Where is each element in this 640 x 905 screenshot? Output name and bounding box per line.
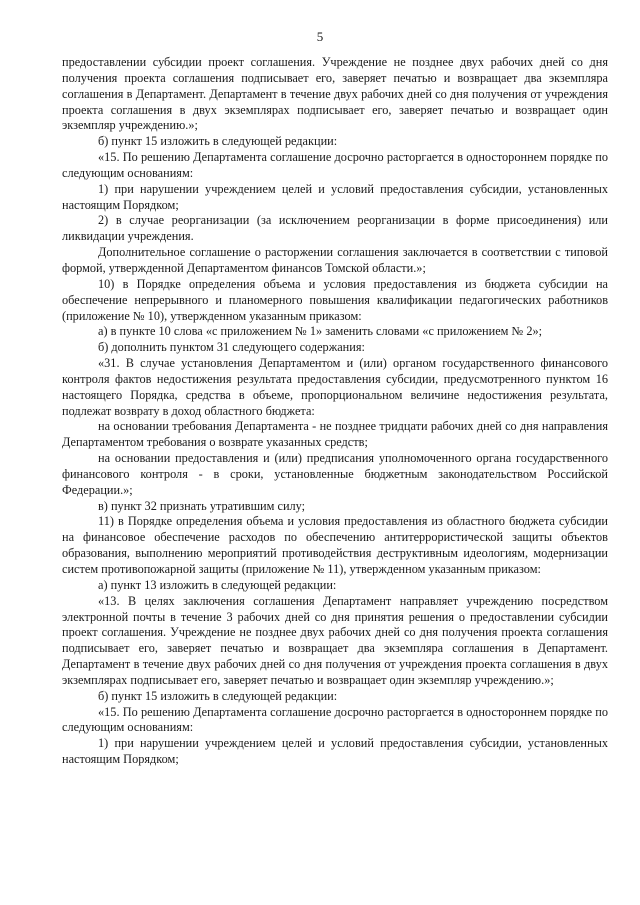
paragraph: «15. По решению Департамента соглашение досрочно расторгается в одностороннем порядке по следующим основаниям: [62, 150, 608, 180]
paragraph: 1) при нарушении учреждением целей и условий предоставления субсидии, установленных настоящим Порядком; [62, 181, 608, 212]
paragraph: 2) в случае реорганизации (за исключением реорганизации в форме присоединения) или ликвидации учреждения. [62, 213, 608, 244]
paragraph: 10) в Порядке определения объема и условия предоставления из бюджета субсидии на обеспечение непрерывного и планомерного повышения квалификации педагогических работников (приложение № 10), утвержденном указанным приказом: [62, 276, 608, 323]
paragraph: а) пункт 13 изложить в следующей редакции: [98, 577, 337, 592]
paragraph: б) пункт 15 изложить в следующей редакции: [98, 134, 338, 149]
paragraph: «15. По решению Департамента соглашение досрочно расторгается в одностороннем порядке по следующим основаниям: [62, 704, 608, 735]
paragraph: б) пункт 15 изложить в следующей редакции: [98, 688, 338, 703]
paragraph-continuation: предоставлении субсидии проект соглашения. Учреждение не позднее двух рабочих дней со дня получения проекта соглашения подписывает его, заверяет печатью и возвращает два экземпляра соглашения в Департамент. Департамент в течение двух рабочих дней со дня получения от учреждения проекта соглашения в двух экземплярах подписывает его, заверяет печатью и возвращает один экземпляр учреждению.»; [62, 55, 608, 133]
paragraph: Дополнительное соглашение о расторжении соглашения заключается в соответствии с типовой формой, утвержденной Департаментом финансов Томской области.»; [62, 245, 608, 275]
paragraph: в) пункт 32 признать утратившим силу; [98, 498, 306, 513]
paragraph: «31. В случае установления Департаментом и (или) органом государственного финансового контроля фактов недостижения результата предоставления субсидии, предусмотренного пунктом 16 настоящего Порядка, средства в объеме, пропорциональном величине недостижения результата, подлежат возврату в доход областного бюджета: [62, 356, 608, 418]
paragraph: на основании предоставления и (или) предписания уполномоченного органа государственного финансового контроля - в сроки, установленные бюджетным законодательством Российской Федерации.»; [62, 451, 608, 497]
page-number: 5 [316, 29, 324, 44]
paragraph: б) дополнить пунктом 31 следующего содержания: [98, 340, 365, 355]
document-body [62, 55, 608, 768]
paragraph: а) в пункте 10 слова «с приложением № 1» заменить словами «с приложением № 2»; [98, 324, 543, 339]
paragraph: 11) в Порядке определения объема и условия предоставления из областного бюджета субсидии на финансовое обеспечение расходов по обеспечению антитеррористической защиты объектов образования, выполнению мероприятий противодействия деструктивным идеологиям, модернизации систем противопожарной защиты (приложение № 11), утвержденном указанным приказом: [62, 514, 608, 576]
paragraph: «13. В целях заключения соглашения Департамент направляет учреждению посредством электронной почты в течение 3 рабочих дней со дня принятия решения о предоставлении субсидии проект соглашения. Учреждение не позднее двух рабочих дней со дня получения проекта соглашения подписывает его, заверяет печатью и возвращает два экземпляра соглашения в Департамент. Департамент в течение двух рабочих дней со дня получения от учреждения проекта соглашения в двух экземплярах подписывает его, заверяет печатью и возвращает один экземпляр учреждению.»; [62, 593, 608, 687]
paragraph: 1) при нарушении учреждением целей и условий предоставления субсидии, установленных настоящим Порядком; [62, 736, 608, 767]
paragraph: на основании требования Департамента - не позднее тридцати рабочих дней со дня направления Департаментом требования о возврате указанных средств; [62, 419, 608, 450]
